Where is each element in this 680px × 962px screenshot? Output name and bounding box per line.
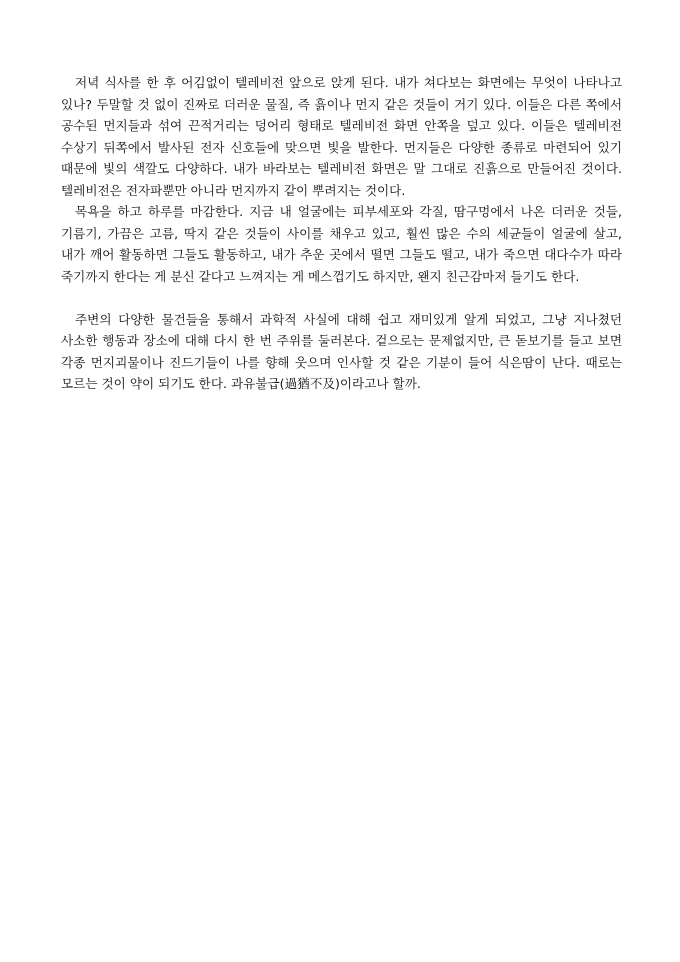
body-text xyxy=(61,72,622,395)
paragraph-spacer xyxy=(61,287,622,309)
paragraph-tv-dust: 저녁 식사를 한 후 어김없이 텔레비전 앞으로 앉게 된다. 내가 쳐다보는 화면에는 무엇이 나타나고 있나? 두말할 것 없이 진짜로 더러운 물질, 즉 흙이나 먼지 같은 것들이 거기 있다. 이들은 다른 쪽에서 공수된 먼지들과 섞여 끈적거리는 덩어리 형태로 텔레비전 화면 안쪽을 덮고 있다. 이들은 텔레비전 수상기 뒤쪽에서 발사된 전자 신호들에 맞으면 빛을 발한다. 먼지들은 다양한 종류로 마련되어 있기 때문에 빛의 색깔도 다양하다. 내가 바라보는 텔레비전 화면은 말 그대로 진흙으로 만들어진 것이다. 텔레비전은 전자파뿐만 아니라 먼지까지 같이 뿌려지는 것이다. xyxy=(61,75,622,198)
paragraph-face-bacteria: 목욕을 하고 하루를 마감한다. 지금 내 얼굴에는 피부세포와 각질, 땀구멍에서 나온 더러운 것들, 기름기, 가끔은 고름, 딱지 같은 것들이 사이를 채우고 있고, 훨씬 많은 수의 세균들이 얼굴에 살고, 내가 깨어 활동하면 그들도 활동하고, 내가 추운 곳에서 떨면 그들도 떨고, 내가 죽으면 대다수가 따라 죽기까지 한다는 게 분신 같다고 느껴지는 게 메스껍기도 하지만, 왠지 친근감마저 들기도 한다. xyxy=(61,204,622,284)
paragraph-conclusion: 주변의 다양한 물건들을 통해서 과학적 사실에 대해 쉽고 재미있게 알게 되었고, 그냥 지나쳤던 사소한 행동과 장소에 대해 다시 한 번 주위를 둘러본다. 겉으로는 문제없지만, 큰 돋보기를 들고 보면 각종 먼지괴물이나 진드기들이 나를 향해 웃으며 인사할 것 같은 기분이 들어 식은땀이 난다. 때로는 모르는 것이 약이 되기도 한다. 과유불급(過猶不及)이라고나 할까. xyxy=(61,311,622,391)
